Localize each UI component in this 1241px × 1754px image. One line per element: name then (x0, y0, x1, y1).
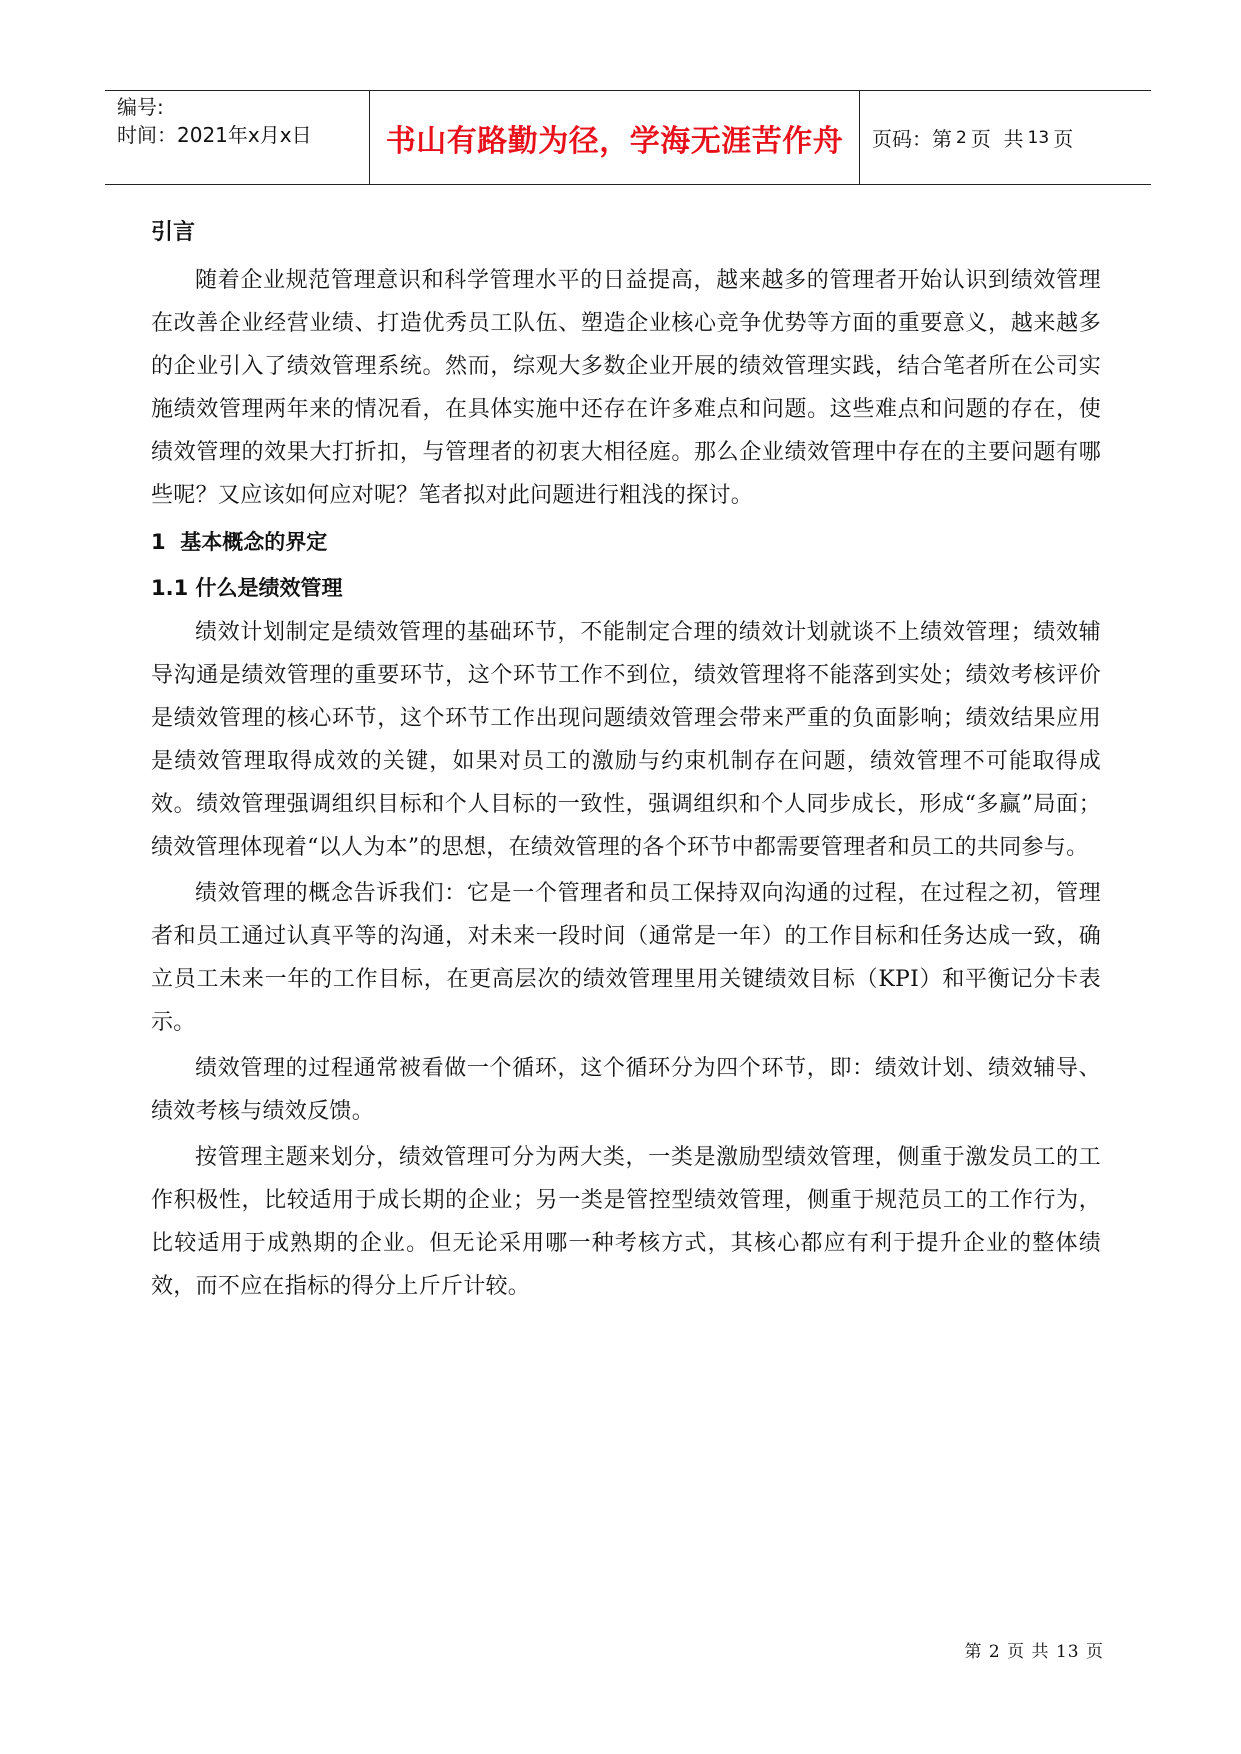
section-heading: 1 基本概念的界定 (151, 530, 328, 554)
header-motto-cell (370, 91, 860, 184)
body-paragraph-3: 绩效管理的过程通常被看做一个循环，这个循环分为四个环节，即：绩效计划、绩效辅导、绩效考核与绩效反馈。 (151, 1056, 1101, 1124)
intro-heading: 引言 (151, 219, 196, 245)
number-label: 编号: (117, 95, 164, 119)
header-page-info (860, 91, 1151, 184)
page-total: 13 (1027, 127, 1050, 148)
body-paragraph-2: 绩效管理的概念告诉我们：它是一个管理者和员工保持双向沟通的过程，在过程之初，管理者和员工通过认真平等的沟通，对未来一段时间（通常是一年）的工作目标和任务达成一致，确立员工未来一年的工作目标，在更高层次的绩效管理里用关键绩效目标（KPI）和平衡记分卡表示。 (151, 881, 1101, 1035)
document-body (151, 215, 1101, 1308)
page-prefix: 页码：第 (872, 127, 952, 151)
time-label: 时间：2021年x月x日 (117, 123, 312, 147)
page-suffix: 页 (1053, 127, 1074, 151)
header-meta (105, 91, 370, 184)
intro-paragraph: 随着企业规范管理意识和科学管理水平的日益提高，越来越多的管理者开始认识到绩效管理在改善企业经营业绩、打造优秀员工队伍、塑造企业核心竞争优势等方面的重要意义，越来越多的企业引入了绩效管理系统。然而，综观大多数企业开展的绩效管理实践，结合笔者所在公司实施绩效管理两年来的情况看，在具体实施中还存在许多难点和问题。这些难点和问题的存在，使绩效管理的效果大打折扣，与管理者的初衷大相径庭。那么企业绩效管理中存在的主要问题有哪些呢？又应该如何应对呢？笔者拟对此问题进行粗浅的探讨。 (151, 268, 1101, 508)
page-middle: 页 共 (970, 127, 1024, 151)
subsection-heading: 1.1 什么是绩效管理 (151, 576, 343, 600)
header-motto: 书山有路勤为径，学海无涯苦作舟 (385, 123, 844, 159)
page-header (105, 90, 1151, 185)
page-footer: 第 2 页 共 13 页 (964, 1642, 1104, 1662)
page-current: 2 (956, 127, 967, 148)
body-paragraph-4: 按管理主题来划分，绩效管理可分为两大类，一类是激励型绩效管理，侧重于激发员工的工作积极性，比较适用于成长期的企业；另一类是管控型绩效管理，侧重于规范员工的工作行为，比较适用于成熟期的企业。但无论采用哪一种考核方式，其核心都应有利于提升企业的整体绩效，而不应在指标的得分上斤斤计较。 (151, 1145, 1101, 1299)
body-paragraph-1: 绩效计划制定是绩效管理的基础环节，不能制定合理的绩效计划就谈不上绩效管理；绩效辅导沟通是绩效管理的重要环节，这个环节工作不到位，绩效管理将不能落到实处；绩效考核评价是绩效管理的核心环节，这个环节工作出现问题绩效管理会带来严重的负面影响；绩效结果应用是绩效管理取得成效的关键，如果对员工的激励与约束机制存在问题，绩效管理不可能取得成效。绩效管理强调组织目标和个人目标的一致性，强调组织和个人同步成长，形成“多赢”局面；绩效管理体现着“以人为本”的思想，在绩效管理的各个环节中都需要管理者和员工的共同参与。 (151, 620, 1101, 860)
